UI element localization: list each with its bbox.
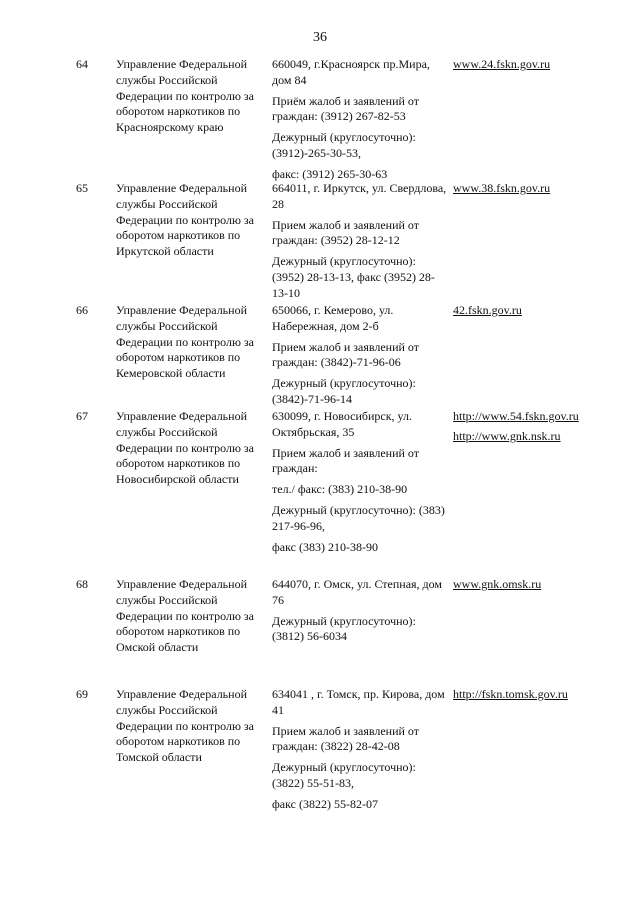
duty-phone: Дежурный (круглосуточно): (3812) 56-6034: [272, 613, 416, 644]
website-column: [453, 687, 633, 707]
address: 630099, г. Новосибирск, ул. Октябрьская, 35: [272, 409, 413, 439]
complaints-phone: Прием жалоб и заявлений от граждан: (3822) 28-42-08: [272, 723, 420, 754]
entry-number: 66: [76, 303, 88, 317]
address: 634041 , г. Томск, пр. Кирова, дом 41: [272, 687, 445, 717]
fax: факс (383) 210-38-90: [272, 539, 378, 554]
address: 664011, г. Иркутск, ул. Свердлова, 28: [272, 181, 447, 211]
organization-name: Управление Федеральной службы Российской Федерации по контролю за оборотом наркотиков по Томской области: [116, 687, 254, 765]
address: 660049, г.Красноярск пр.Мира, дом 84: [272, 57, 430, 87]
phone-fax: тел./ факс: (383) 210-38-90: [272, 482, 408, 497]
organization-name: Управление Федеральной службы Российской Федерации по контролю за оборотом наркотиков по Кемеровской области: [116, 303, 254, 381]
fax: факс (3822) 55-82-07: [272, 796, 378, 811]
organization-name: Управление Федеральной службы Российской Федерации по контролю за оборотом наркотиков по Иркутской области: [116, 181, 254, 259]
website-link[interactable]: www.gnk.omsk.ru: [453, 577, 542, 591]
contact-info: [272, 687, 448, 818]
duty-phone: Дежурный (круглосуточно): (3822) 55-51-83,: [272, 760, 416, 790]
website-link[interactable]: www.38.fskn.gov.ru: [453, 181, 551, 195]
website-column: [453, 303, 633, 323]
fax: факс: (3912) 265-30-63: [272, 166, 388, 181]
entry-number: 65: [76, 181, 88, 195]
website-link[interactable]: www.24.fskn.gov.ru: [453, 57, 551, 71]
website-column: [453, 577, 633, 597]
organization-name: Управление Федеральной службы Российской Федерации по контролю за оборотом наркотиков по Красноярскому краю: [116, 57, 254, 135]
duty-phone: Дежурный (круглосуточно): (383) 217-96-96,: [272, 502, 445, 533]
contact-info: [272, 577, 448, 650]
address: 644070, г. Омск, ул. Степная, дом 76: [272, 577, 443, 607]
complaints-label: Прием жалоб и заявлений от граждан:: [272, 445, 420, 476]
entry-number: 67: [76, 409, 88, 423]
website-column: [453, 181, 633, 201]
contact-info: [272, 57, 448, 188]
entry-number: 68: [76, 577, 88, 591]
organization-name: Управление Федеральной службы Российской Федерации по контролю за оборотом наркотиков по Омской области: [116, 577, 254, 655]
complaints-phone: Прием жалоб и заявлений от граждан: (3842)-71-96-06: [272, 339, 420, 370]
website-link[interactable]: http://www.54.fskn.gov.ru: [453, 409, 579, 423]
entry-number: 64: [76, 57, 88, 71]
website-column: [453, 57, 633, 77]
complaints-phone: Прием жалоб и заявлений от граждан: (3952) 28-12-12: [272, 217, 420, 248]
complaints-phone: Приём жалоб и заявлений от граждан: (3912) 267-82-53: [272, 93, 420, 124]
contact-info: [272, 409, 448, 560]
contact-info: [272, 181, 448, 307]
website-link[interactable]: http://fskn.tomsk.gov.ru: [453, 687, 568, 701]
page-number: 36: [313, 30, 327, 45]
website-link[interactable]: 42.fskn.gov.ru: [453, 303, 522, 317]
contact-info: [272, 303, 448, 413]
entry-number: 69: [76, 687, 88, 701]
address: 650066, г. Кемерово, ул. Набережная, дом 2-б: [272, 303, 394, 333]
website-link[interactable]: http://www.gnk.nsk.ru: [453, 428, 561, 443]
organization-name: Управление Федеральной службы Российской Федерации по контролю за оборотом наркотиков по Новосибирской области: [116, 409, 254, 487]
website-column: [453, 409, 633, 449]
duty-phone: Дежурный (круглосуточно): (3952) 28-13-13, факс (3952) 28-13-10: [272, 254, 435, 300]
duty-phone: Дежурный (круглосуточно): (3912)-265-30-53,: [272, 130, 416, 160]
duty-phone: Дежурный (круглосуточно): (3842)-71-96-14: [272, 376, 416, 406]
